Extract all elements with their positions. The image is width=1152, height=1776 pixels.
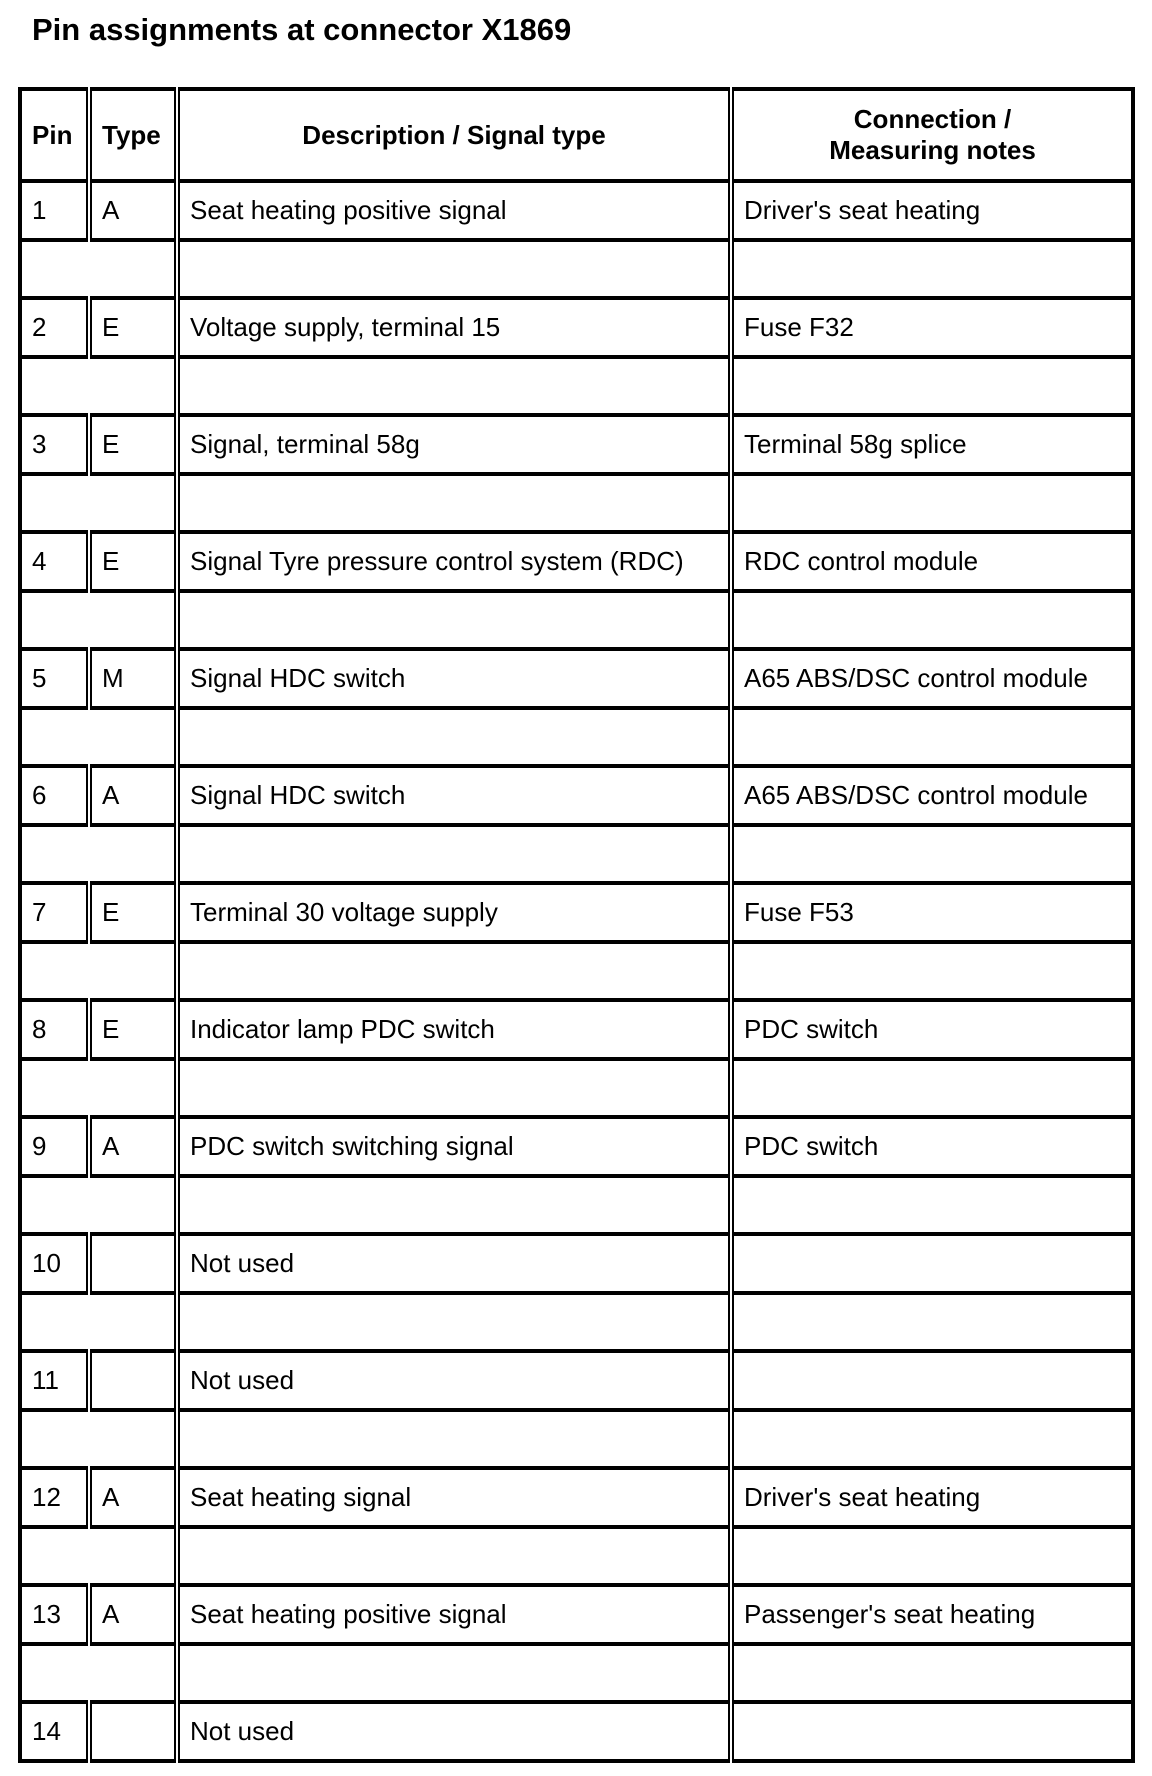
spacer-cell-description [177,240,731,298]
spacer-cell-description [177,357,731,415]
description-cell: Signal HDC switch [177,766,731,825]
type-cell: E [89,1000,177,1059]
description-cell: Not used [177,1702,731,1761]
spacer-cell-left [20,1410,177,1468]
spacer-cell-left [20,1293,177,1351]
pin-cell: 1 [20,181,89,240]
connection-cell: Fuse F53 [731,883,1133,942]
spacer-row [20,1410,1133,1468]
pin-cell: 14 [20,1702,89,1761]
spacer-cell-connection [731,825,1133,883]
table-header-row [20,89,1133,181]
table-row [20,1000,1133,1059]
description-cell: Signal Tyre pressure control system (RDC) [177,532,731,591]
spacer-row [20,708,1133,766]
description-cell: Not used [177,1351,731,1410]
type-cell: E [89,298,177,357]
type-cell: A [89,1585,177,1644]
spacer-cell-description [177,1176,731,1234]
page-title: Pin assignments at connector X1869 [32,12,572,47]
spacer-cell-connection [731,1176,1133,1234]
connection-cell: A65 ABS/DSC control module [731,649,1133,708]
pin-cell: 4 [20,532,89,591]
spacer-row [20,591,1133,649]
spacer-cell-connection [731,1527,1133,1585]
table-row [20,1234,1133,1293]
type-cell [89,1234,177,1293]
spacer-row [20,357,1133,415]
description-cell: Signal, terminal 58g [177,415,731,474]
spacer-cell-left [20,825,177,883]
table-body [20,181,1133,1761]
type-cell: A [89,1468,177,1527]
spacer-cell-description [177,591,731,649]
connection-cell: Terminal 58g splice [731,415,1133,474]
spacer-row [20,1059,1133,1117]
pin-cell: 9 [20,1117,89,1176]
pin-cell: 2 [20,298,89,357]
table-row [20,532,1133,591]
spacer-row [20,1293,1133,1351]
type-cell: E [89,883,177,942]
connection-cell: A65 ABS/DSC control module [731,766,1133,825]
type-cell: A [89,1117,177,1176]
spacer-row [20,1644,1133,1702]
pin-cell: 13 [20,1585,89,1644]
description-cell: Seat heating positive signal [177,1585,731,1644]
spacer-cell-left [20,357,177,415]
type-cell: A [89,766,177,825]
spacer-cell-description [177,825,731,883]
pin-cell: 5 [20,649,89,708]
spacer-cell-left [20,1527,177,1585]
spacer-row [20,1176,1133,1234]
header-connection-line1: Connection / [853,104,1012,134]
description-cell: Not used [177,1234,731,1293]
description-cell: Indicator lamp PDC switch [177,1000,731,1059]
pin-cell: 3 [20,415,89,474]
pin-cell: 10 [20,1234,89,1293]
pin-cell: 8 [20,1000,89,1059]
spacer-cell-left [20,708,177,766]
spacer-cell-description [177,1644,731,1702]
header-pin: Pin [20,89,89,181]
description-cell: Seat heating positive signal [177,181,731,240]
table-row [20,649,1133,708]
spacer-cell-left [20,1059,177,1117]
header-type: Type [89,89,177,181]
pin-cell: 6 [20,766,89,825]
table-row [20,883,1133,942]
pin-cell: 12 [20,1468,89,1527]
spacer-row [20,1527,1133,1585]
description-cell: PDC switch switching signal [177,1117,731,1176]
spacer-cell-left [20,240,177,298]
spacer-cell-left [20,591,177,649]
connection-cell [731,1702,1133,1761]
table-row [20,1702,1133,1761]
connection-cell: Fuse F32 [731,298,1133,357]
spacer-cell-connection [731,1644,1133,1702]
spacer-cell-connection [731,357,1133,415]
spacer-row [20,825,1133,883]
spacer-row [20,474,1133,532]
table-row [20,1117,1133,1176]
spacer-cell-left [20,1176,177,1234]
spacer-cell-left [20,942,177,1000]
spacer-cell-connection [731,1293,1133,1351]
table-row [20,1468,1133,1527]
description-cell: Terminal 30 voltage supply [177,883,731,942]
spacer-cell-description [177,1410,731,1468]
spacer-cell-connection [731,240,1133,298]
header-description: Description / Signal type [177,89,731,181]
type-cell: E [89,415,177,474]
description-cell: Voltage supply, terminal 15 [177,298,731,357]
connection-cell: Driver's seat heating [731,181,1133,240]
type-cell [89,1351,177,1410]
pin-cell: 11 [20,1351,89,1410]
description-cell: Seat heating signal [177,1468,731,1527]
connection-cell: Driver's seat heating [731,1468,1133,1527]
connection-cell: RDC control module [731,532,1133,591]
spacer-cell-description [177,942,731,1000]
spacer-cell-description [177,474,731,532]
table-row [20,181,1133,240]
table-row [20,766,1133,825]
pin-assignment-table [18,87,1135,1763]
connection-cell: PDC switch [731,1117,1133,1176]
spacer-row [20,942,1133,1000]
spacer-cell-description [177,708,731,766]
header-connection [731,89,1133,181]
table-row [20,1351,1133,1410]
spacer-cell-description [177,1293,731,1351]
type-cell [89,1702,177,1761]
pin-cell: 7 [20,883,89,942]
type-cell: M [89,649,177,708]
connection-cell: PDC switch [731,1000,1133,1059]
description-cell: Signal HDC switch [177,649,731,708]
spacer-cell-description [177,1059,731,1117]
spacer-cell-connection [731,591,1133,649]
table-row [20,1585,1133,1644]
spacer-cell-description [177,1527,731,1585]
table-row [20,415,1133,474]
type-cell: A [89,181,177,240]
spacer-cell-connection [731,474,1133,532]
type-cell: E [89,532,177,591]
spacer-cell-left [20,474,177,532]
connection-cell [731,1351,1133,1410]
table-row [20,298,1133,357]
spacer-cell-connection [731,708,1133,766]
header-connection-line2: Measuring notes [829,135,1036,165]
spacer-cell-left [20,1644,177,1702]
spacer-cell-connection [731,1410,1133,1468]
connection-cell [731,1234,1133,1293]
spacer-cell-connection [731,1059,1133,1117]
spacer-cell-connection [731,942,1133,1000]
connection-cell: Passenger's seat heating [731,1585,1133,1644]
spacer-row [20,240,1133,298]
